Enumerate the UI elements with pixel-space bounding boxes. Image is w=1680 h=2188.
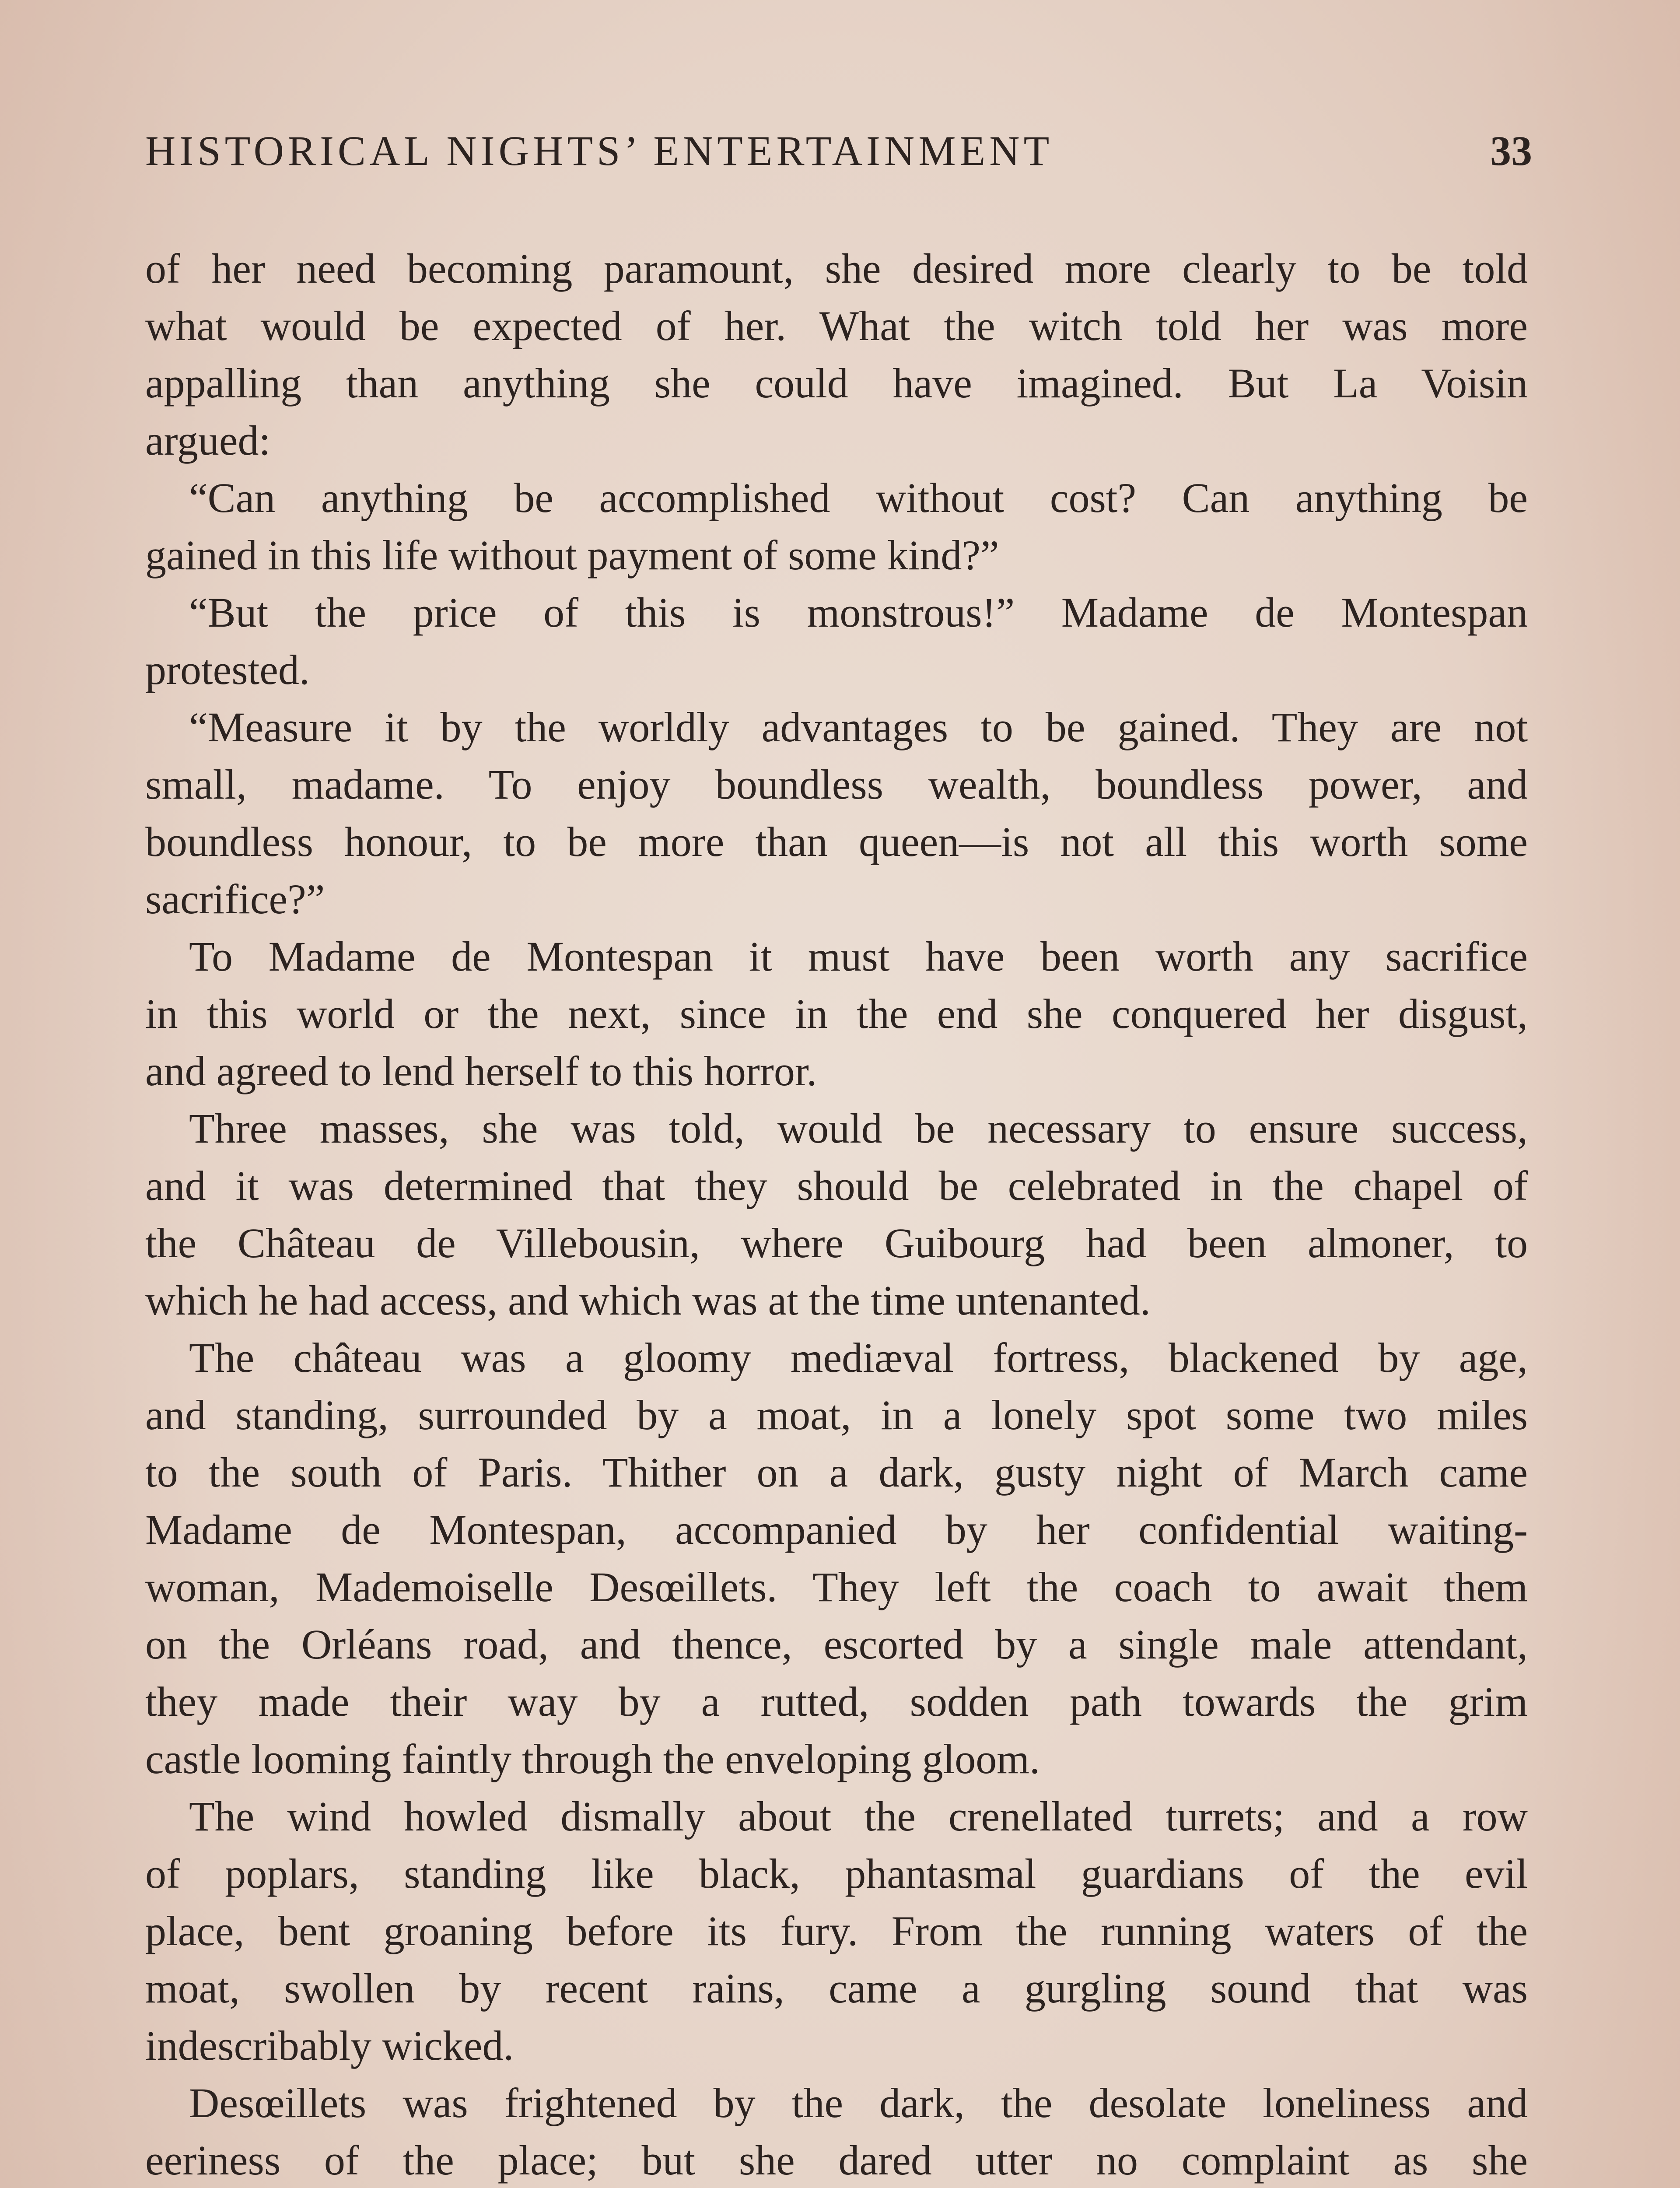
text-line: which he had access, and which was at the time untenanted.	[145, 1277, 1151, 1324]
text-line: gained in this life without payment of some kind?”	[145, 532, 999, 579]
text-line: place, bent groaning before its fury. From the running waters of the	[145, 1907, 1528, 1954]
text-line: on the Orléans road, and thence, escorted by a single male attendant,	[145, 1621, 1528, 1668]
running-title: HISTORICAL NIGHTS’ ENTERTAINMENT	[145, 127, 1054, 174]
text-line: the Château de Villebousin, where Guibourg had been almoner, to	[145, 1220, 1528, 1266]
text-line: protested.	[145, 646, 310, 693]
text-line: “But the price of this is monstrous!” Madame de Montespan	[189, 589, 1528, 636]
text-line: Desœillets was frightened by the dark, the desolate loneliness and	[189, 2079, 1528, 2126]
text-line: woman, Mademoiselle Desœillets. They left the coach to await them	[145, 1564, 1528, 1610]
text-line: To Madame de Montespan it must have been worth any sacrifice	[189, 933, 1528, 980]
text-line: what would be expected of her. What the witch told her was more	[145, 302, 1528, 349]
text-line: of her need becoming paramount, she desired more clearly to be told	[145, 245, 1528, 292]
text-line: indescribably wicked.	[145, 2022, 514, 2069]
text-line: moat, swollen by recent rains, came a gurgling sound that was	[145, 1965, 1528, 2012]
page-number: 33	[1490, 127, 1532, 174]
text-line: to the south of Paris. Thither on a dark, gusty night of March came	[145, 1449, 1528, 1496]
text-line: appalling than anything she could have imagined. But La Voisin	[145, 360, 1528, 407]
text-line: sacrifice?”	[145, 876, 325, 922]
text-line: argued:	[145, 417, 271, 464]
running-head	[145, 127, 1532, 175]
body-text	[145, 240, 1528, 2188]
text-line: The wind howled dismally about the crenellated turrets; and a row	[189, 1793, 1528, 1840]
text-line: Three masses, she was told, would be necessary to ensure success,	[189, 1105, 1528, 1152]
text-line: eeriness of the place; but she dared utter no complaint as she	[145, 2137, 1528, 2184]
text-line: castle looming faintly through the enveloping gloom.	[145, 1736, 1040, 1782]
text-line: The château was a gloomy mediæval fortress, blackened by age,	[189, 1334, 1528, 1381]
text-line: and it was determined that they should be celebrated in the chapel of	[145, 1162, 1528, 1209]
text-line: of poplars, standing like black, phantasmal guardians of the evil	[145, 1850, 1528, 1897]
text-line: small, madame. To enjoy boundless wealth, boundless power, and	[145, 761, 1528, 808]
text-line: “Can anything be accomplished without cost? Can anything be	[189, 474, 1528, 521]
text-line: “Measure it by the worldly advantages to be gained. They are not	[189, 704, 1528, 750]
text-line: in this world or the next, since in the end she conquered her disgust,	[145, 990, 1528, 1037]
text-line: and standing, surrounded by a moat, in a lonely spot some two miles	[145, 1392, 1528, 1438]
text-line: Madame de Montespan, accompanied by her confidential waiting-	[145, 1506, 1528, 1553]
text-line: they made their way by a rutted, sodden path towards the grim	[145, 1678, 1528, 1725]
text-line: and agreed to lend herself to this horror.	[145, 1048, 817, 1094]
text-line: boundless honour, to be more than queen—is not all this worth some	[145, 818, 1528, 865]
